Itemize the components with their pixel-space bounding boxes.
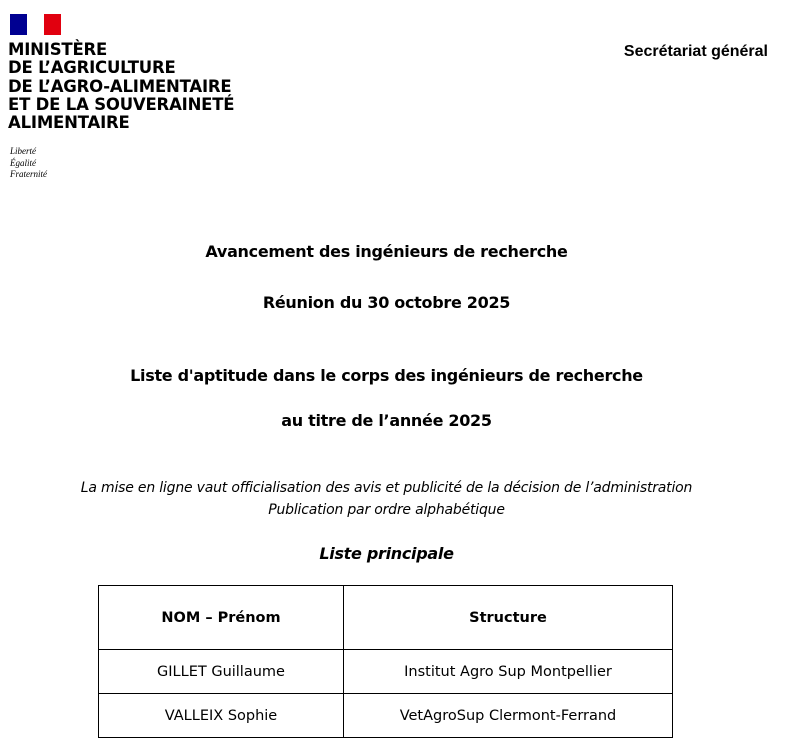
ministry-line: DE L’AGRO-ALIMENTAIRE: [8, 76, 232, 96]
cell-name: GILLET Guillaume: [99, 650, 344, 694]
order-note: Publication par ordre alphabétique: [268, 502, 505, 518]
column-header-structure: Structure: [344, 586, 673, 650]
table-row: [99, 694, 673, 738]
cell-structure: VetAgroSup Clermont-Ferrand: [344, 694, 673, 738]
ministry-line: ET DE LA SOUVERAINETÉ: [8, 94, 235, 114]
ministry-line: DE L’AGRICULTURE: [8, 58, 176, 78]
flag-blue-band: [10, 14, 27, 35]
table-header-row: [99, 586, 673, 650]
republic-motto: [10, 146, 47, 181]
publication-note: La mise en ligne vaut officialisation des avis et publicité de la décision de l’administration: [80, 480, 693, 496]
ministry-line: ALIMENTAIRE: [8, 113, 130, 133]
cell-structure: Institut Agro Sup Montpellier: [344, 650, 673, 694]
year-line: au titre de l’année 2025: [281, 411, 492, 430]
motto-line: Égalité: [10, 157, 36, 168]
list-title: Liste d'aptitude dans le corps des ingénieurs de recherche: [130, 366, 643, 385]
ministry-line: MINISTÈRE: [8, 40, 108, 59]
motto-line: Liberté: [10, 146, 36, 156]
results-table: [98, 585, 673, 738]
flag-white-band: [27, 14, 44, 35]
document-title: Avancement des ingénieurs de recherche: [205, 242, 568, 261]
cell-name: VALLEIX Sophie: [99, 694, 344, 738]
table-row: [99, 650, 673, 694]
meeting-date: Réunion du 30 octobre 2025: [262, 293, 511, 312]
motto-line: Fraternité: [10, 169, 47, 179]
service-name: Secrétariat général: [623, 43, 768, 60]
column-header-name: NOM – Prénom: [99, 586, 344, 650]
ministry-name: [8, 41, 234, 132]
french-flag-logo: [10, 14, 61, 35]
section-title: Liste principale: [319, 544, 454, 563]
flag-red-band: [44, 14, 61, 35]
